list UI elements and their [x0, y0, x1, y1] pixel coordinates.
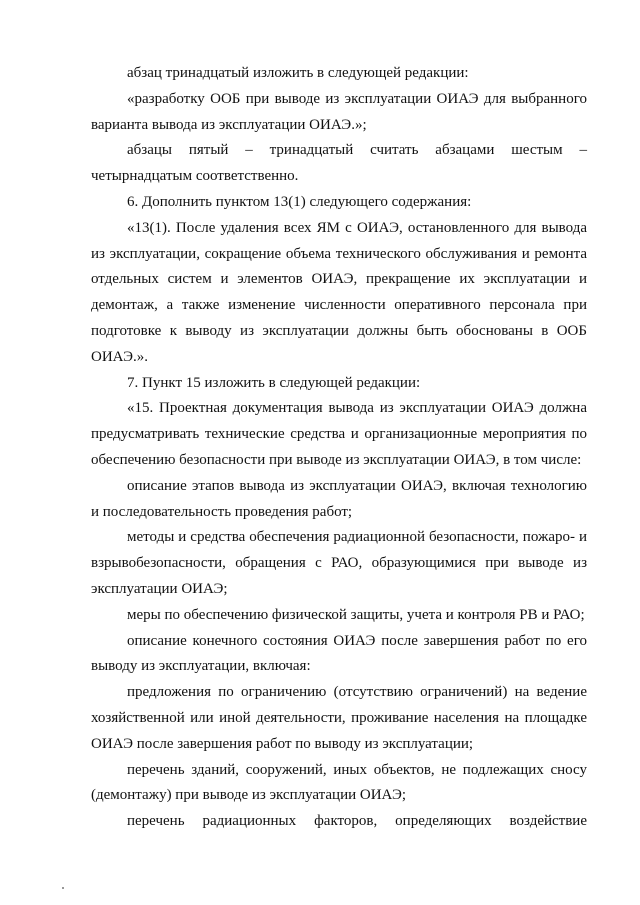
paragraph-12: предложения по ограничению (отсутствию ограничений) на ведение хозяйственной или иной деятельности, проживание населения на площадке ОИАЭ после завершения работ по выводу из эксплуатации; [91, 684, 587, 752]
paragraph-14: перечень радиационных факторов, определяющих воздействие [127, 813, 587, 830]
paragraph-11: описание конечного состояния ОИАЭ после завершения работ по его выводу из эксплуатации, включая: [91, 632, 587, 675]
paragraph-4: 6. Дополнить пунктом 13(1) следующего содержания: [127, 193, 472, 210]
paragraph-1: абзац тринадцатый изложить в следующей редакции: [127, 65, 469, 81]
paragraph-10: меры по обеспечению физической защиты, учета и контроля РВ и РАО; [127, 606, 585, 623]
scan-speck [62, 887, 64, 889]
paragraph-7: «15. Проектная документация вывода из эксплуатации ОИАЭ должна предусматривать технические средства и организационные мероприятия по обеспечению безопасности при выводе из эксплуатации ОИАЭ, в том числе: [91, 400, 587, 468]
paragraph-6: 7. Пункт 15 изложить в следующей редакции: [127, 374, 421, 391]
paragraph-2: «разработку ООБ при выводе из эксплуатации ОИАЭ для выбранного варианта вывода из эксплуатации ОИАЭ.»; [91, 90, 587, 133]
paragraph-13: перечень зданий, сооружений, иных объектов, не подлежащих сносу (демонтажу) при выводе из эксплуатации ОИАЭ; [91, 761, 587, 804]
paragraph-3: абзацы пятый – тринадцатый считать абзацами шестым – четырнадцатым соответственно. [91, 142, 587, 185]
paragraph-8: описание этапов вывода из эксплуатации ОИАЭ, включая технологию и последовательность проведения работ; [91, 477, 587, 520]
paragraph-5: «13(1). После удаления всех ЯМ с ОИАЭ, остановленного для вывода из эксплуатации, сокращение объема технического обслуживания и ремонта отдельных систем и элементов ОИАЭ, прекращение их эксплуатации и демонтаж, а также изменение численности оперативного персонала при подготовке к выводу из эксплуатации должны быть обоснованы в ООБ ОИАЭ.». [91, 219, 587, 365]
paragraph-9: методы и средства обеспечения радиационной безопасности, пожаро- и взрывобезопасности, обращения с РАО, образующимися при выводе из эксплуатации ОИАЭ; [91, 529, 587, 597]
document-body [91, 61, 587, 835]
